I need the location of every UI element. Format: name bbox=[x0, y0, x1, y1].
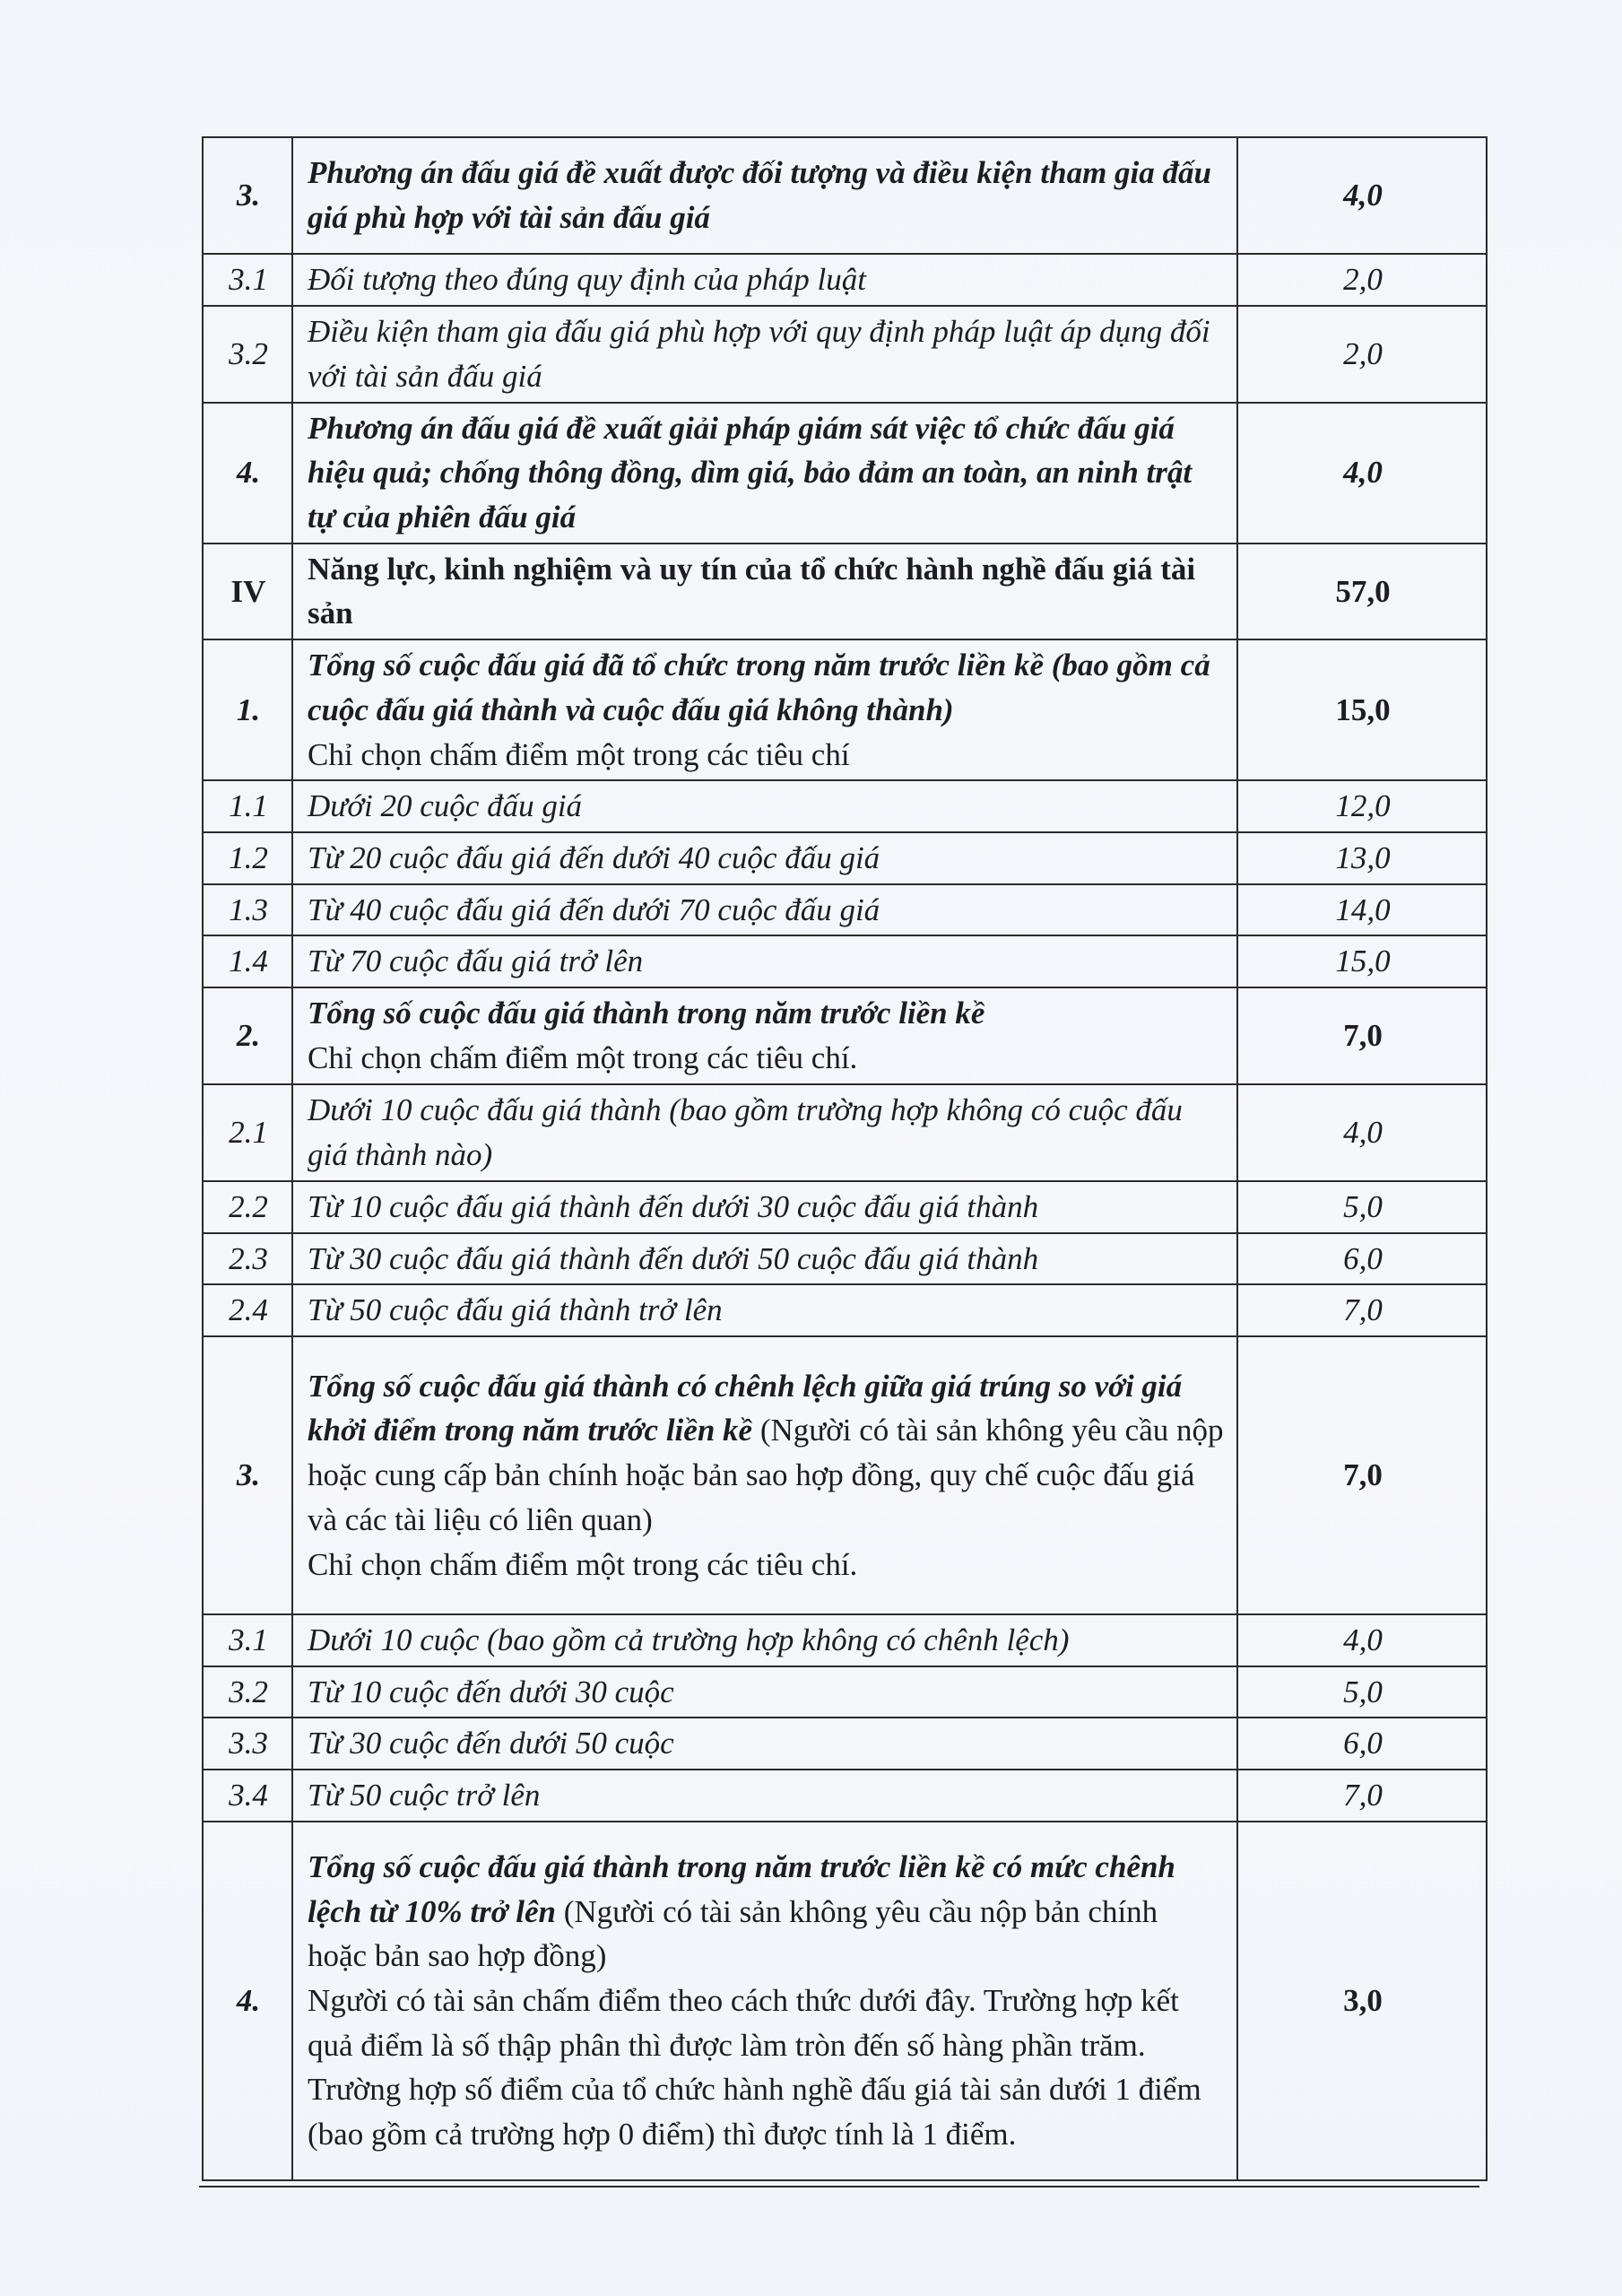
row-score: 15,0 bbox=[1237, 935, 1487, 987]
row-content: Dưới 20 cuộc đấu giá bbox=[292, 780, 1237, 832]
row-content: Phương án đấu giá đề xuất giải pháp giám sát việc tổ chức đấu giá hiệu quả; chống thông đồng, dìm giá, bảo đảm an toàn, an ninh trật tự của phiên đấu giá bbox=[292, 403, 1237, 544]
row-score: 13,0 bbox=[1237, 832, 1487, 884]
row-content: Dưới 10 cuộc (bao gồm cả trường hợp không có chênh lệch) bbox=[292, 1614, 1237, 1666]
table-row bbox=[203, 987, 1487, 1084]
row-number: 3. bbox=[203, 137, 292, 254]
row-content: Từ 30 cuộc đấu giá thành đến dưới 50 cuộc đấu giá thành bbox=[292, 1233, 1237, 1285]
row-score: 2,0 bbox=[1237, 254, 1487, 306]
row-number: 4. bbox=[203, 1822, 292, 2180]
row-number: 4. bbox=[203, 403, 292, 544]
row-number: 2.3 bbox=[203, 1233, 292, 1285]
row-number: 3.2 bbox=[203, 306, 292, 403]
row-number: 3.3 bbox=[203, 1718, 292, 1770]
table-row bbox=[203, 1770, 1487, 1822]
section-row bbox=[203, 544, 1487, 639]
row-score: 15,0 bbox=[1237, 639, 1487, 780]
row-score: 2,0 bbox=[1237, 306, 1487, 403]
row-score: 4,0 bbox=[1237, 1614, 1487, 1666]
row-number: 2.2 bbox=[203, 1181, 292, 1233]
row-content: Từ 40 cuộc đấu giá đến dưới 70 cuộc đấu giá bbox=[292, 884, 1237, 936]
table-row bbox=[203, 306, 1487, 403]
row-number: 2.1 bbox=[203, 1084, 292, 1181]
table-row bbox=[203, 884, 1487, 936]
criterion-note: Chỉ chọn chấm điểm một trong các tiêu chí bbox=[308, 736, 850, 772]
row-score: 4,0 bbox=[1237, 1084, 1487, 1181]
criterion-title: Tổng số cuộc đấu giá thành trong năm trước liền kề bbox=[308, 996, 985, 1031]
table-row bbox=[203, 1666, 1487, 1718]
section-title: Năng lực, kinh nghiệm và uy tín của tổ chức hành nghề đấu giá tài sản bbox=[292, 544, 1237, 639]
criterion-condition: (Người có tài sản không yêu cầu nộp hoặc cung cấp bản chính hoặc bản sao hợp đồng, quy chế cuộc đấu giá và các tài liệu có liên quan) bbox=[308, 1413, 1224, 1537]
criterion-title: Tổng số cuộc đấu giá đã tổ chức trong năm trước liền kề (bao gồm cả cuộc đấu giá thành và cuộc đấu giá không thành) bbox=[308, 648, 1210, 727]
table-row bbox=[203, 935, 1487, 987]
table-row bbox=[203, 1284, 1487, 1336]
row-content: Từ 20 cuộc đấu giá đến dưới 40 cuộc đấu giá bbox=[292, 832, 1237, 884]
row-number: 1.1 bbox=[203, 780, 292, 832]
criterion-note: Chỉ chọn chấm điểm một trong các tiêu chí. bbox=[308, 1546, 858, 1582]
row-number: 3.1 bbox=[203, 1614, 292, 1666]
scoring-criteria-table bbox=[202, 136, 1488, 2181]
row-content: Điều kiện tham gia đấu giá phù hợp với quy định pháp luật áp dụng đối với tài sản đấu giá bbox=[292, 306, 1237, 403]
table-row bbox=[203, 1181, 1487, 1233]
row-score: 4,0 bbox=[1237, 403, 1487, 544]
row-number: 1.2 bbox=[203, 832, 292, 884]
row-number: 1. bbox=[203, 639, 292, 780]
row-score: 7,0 bbox=[1237, 987, 1487, 1084]
row-content: Từ 10 cuộc đến dưới 30 cuộc bbox=[292, 1666, 1237, 1718]
table-row bbox=[203, 1718, 1487, 1770]
section-score: 57,0 bbox=[1237, 544, 1487, 639]
criterion-title: Tổng số cuộc đấu giá thành có chênh lệch giữa giá trúng so với giá khởi điểm trong năm trước liền kề bbox=[308, 1368, 1183, 1448]
row-score: 7,0 bbox=[1237, 1336, 1487, 1614]
row-score: 4,0 bbox=[1237, 137, 1487, 254]
row-number: 3.2 bbox=[203, 1666, 292, 1718]
section-number: IV bbox=[203, 544, 292, 639]
table-row bbox=[203, 403, 1487, 544]
row-score: 5,0 bbox=[1237, 1181, 1487, 1233]
row-number: 1.3 bbox=[203, 884, 292, 936]
table-row bbox=[203, 1084, 1487, 1181]
row-content: Từ 50 cuộc trở lên bbox=[292, 1770, 1237, 1822]
row-content bbox=[292, 1822, 1237, 2180]
row-number: 2. bbox=[203, 987, 292, 1084]
row-content: Từ 50 cuộc đấu giá thành trở lên bbox=[292, 1284, 1237, 1336]
row-number: 3. bbox=[203, 1336, 292, 1614]
criterion-condition: (Người có tài sản không yêu cầu nộp bản chính hoặc bản sao hợp đồng) bbox=[308, 1893, 1158, 1974]
row-content bbox=[292, 987, 1237, 1084]
table-row bbox=[203, 639, 1487, 780]
row-number: 3.1 bbox=[203, 254, 292, 306]
row-score: 5,0 bbox=[1237, 1666, 1487, 1718]
row-content: Đối tượng theo đúng quy định của pháp luật bbox=[292, 254, 1237, 306]
table-row bbox=[203, 832, 1487, 884]
row-score: 6,0 bbox=[1237, 1718, 1487, 1770]
table-row bbox=[203, 1614, 1487, 1666]
table-row bbox=[203, 254, 1487, 306]
criterion-title: Tổng số cuộc đấu giá thành trong năm trước liền kề có mức chênh lệch từ 10% trở lên bbox=[308, 1848, 1175, 1929]
row-content bbox=[292, 1336, 1237, 1614]
row-score: 6,0 bbox=[1237, 1233, 1487, 1285]
table-row bbox=[203, 137, 1487, 254]
row-content: Từ 70 cuộc đấu giá trở lên bbox=[292, 935, 1237, 987]
row-score: 7,0 bbox=[1237, 1770, 1487, 1822]
row-number: 1.4 bbox=[203, 935, 292, 987]
table-row bbox=[203, 1233, 1487, 1285]
row-score: 14,0 bbox=[1237, 884, 1487, 936]
row-score: 7,0 bbox=[1237, 1284, 1487, 1336]
table-row bbox=[203, 1336, 1487, 1614]
row-content: Phương án đấu giá đề xuất được đối tượng và điều kiện tham gia đấu giá phù hợp với tài sản đấu giá bbox=[292, 137, 1237, 254]
row-number: 2.4 bbox=[203, 1284, 292, 1336]
criterion-note-minimum: Trường hợp số điểm của tổ chức hành nghề đấu giá tài sản dưới 1 điểm (bao gồm cả trường hợp 0 điểm) thì được tính là 1 điểm. bbox=[308, 2072, 1201, 2152]
table-row bbox=[203, 1822, 1487, 2180]
footer-rule bbox=[199, 2186, 1479, 2187]
row-score: 12,0 bbox=[1237, 780, 1487, 832]
row-content: Từ 30 cuộc đến dưới 50 cuộc bbox=[292, 1718, 1237, 1770]
criterion-note: Chỉ chọn chấm điểm một trong các tiêu chí. bbox=[308, 1039, 858, 1075]
row-score: 3,0 bbox=[1237, 1822, 1487, 2180]
table-row bbox=[203, 780, 1487, 832]
row-number: 3.4 bbox=[203, 1770, 292, 1822]
row-content bbox=[292, 639, 1237, 780]
row-content: Dưới 10 cuộc đấu giá thành (bao gồm trường hợp không có cuộc đấu giá thành nào) bbox=[292, 1084, 1237, 1181]
row-content: Từ 10 cuộc đấu giá thành đến dưới 30 cuộc đấu giá thành bbox=[292, 1181, 1237, 1233]
criterion-note: Người có tài sản chấm điểm theo cách thức dưới đây. Trường hợp kết quả điểm là số thập phân thì được làm tròn đến số hàng phần trăm. bbox=[308, 1982, 1179, 2063]
